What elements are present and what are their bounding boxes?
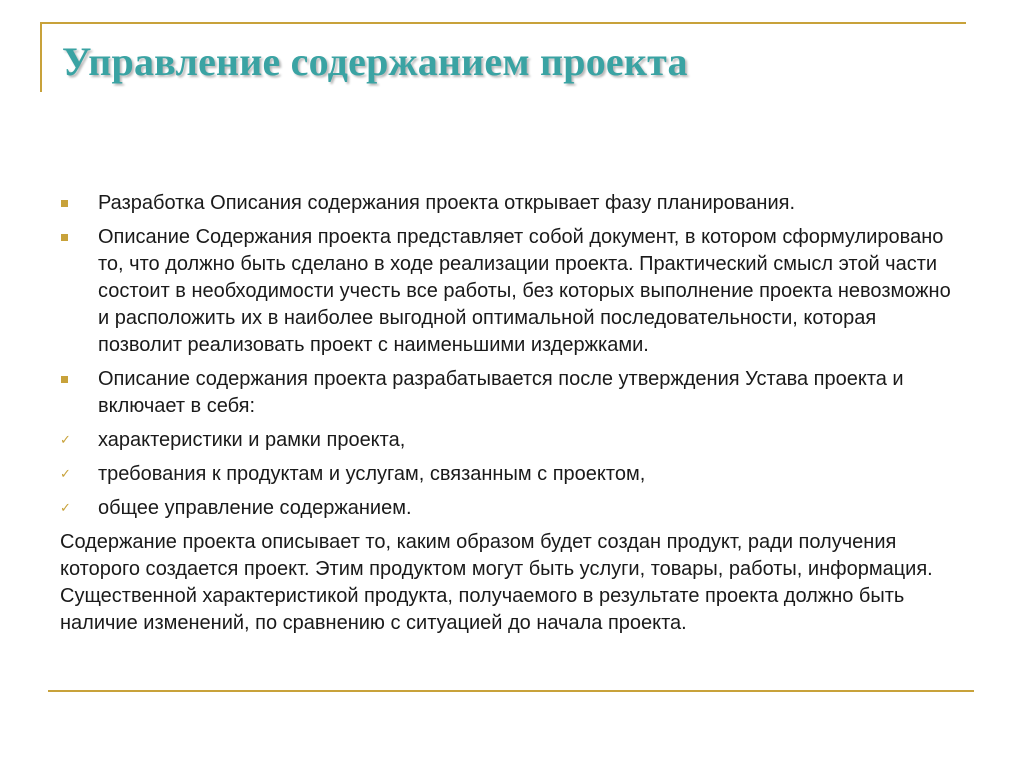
top-border-line — [40, 22, 966, 24]
bullet-item — [60, 224, 960, 359]
checklist-item — [60, 461, 960, 488]
bullet-item — [60, 190, 960, 217]
bullet-text: Описание содержания проекта разрабатывается после утверждения Устава проекта и включает в себя: — [98, 368, 904, 417]
check-icon: ✓ — [60, 433, 71, 448]
square-bullet-icon — [61, 234, 68, 241]
slide-content — [60, 190, 960, 637]
left-border-line — [40, 22, 42, 92]
checklist-text: общее управление содержанием. — [98, 497, 412, 519]
checklist-item — [60, 427, 960, 454]
bullet-item — [60, 366, 960, 420]
bullet-text: Разработка Описания содержания проекта открывает фазу планирования. — [98, 192, 796, 214]
check-icon: ✓ — [60, 501, 71, 516]
bottom-border-line — [48, 690, 974, 692]
bullet-text: Описание Содержания проекта представляет собой документ, в котором сформулировано то, что должно быть сделано в ходе реализации проекта. Практический смысл этой части состоит в необходимости учесть все работы, без которых выполнение проекта невозможно и расположить их в наиболее выгодной оптимальной последовательности, которая позволит реализовать проект с наименьшими издержками. — [98, 226, 951, 356]
slide-title: Управление содержанием проекта — [62, 39, 688, 84]
checklist-text: требования к продуктам и услугам, связанным с проектом, — [98, 463, 646, 485]
square-bullet-icon — [61, 200, 68, 207]
checklist-text: характеристики и рамки проекта, — [98, 429, 406, 451]
checklist-item — [60, 495, 960, 522]
check-icon: ✓ — [60, 467, 71, 482]
summary-paragraph: Содержание проекта описывает то, каким образом будет создан продукт, ради получения которого создается проект. Этим продуктом могут быть услуги, товары, работы, информация. Существенной характеристикой продукта, получаемого в результате проекта должно быть наличие изменений, по сравнению с ситуацией до начала проекта. — [60, 531, 933, 634]
square-bullet-icon — [61, 376, 68, 383]
